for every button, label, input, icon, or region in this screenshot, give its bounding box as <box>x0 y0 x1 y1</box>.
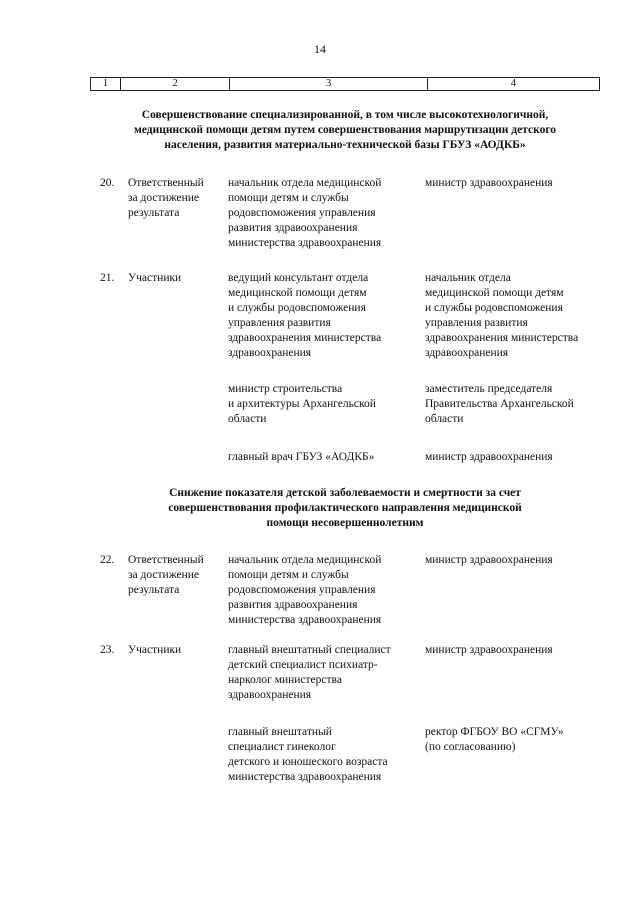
approver-cell: министр здравоохранения <box>425 644 553 656</box>
approver-cell: начальник отдела медицинской помощи детям и службы родовспоможения управления развития здравоохранения министерства здравоохранения <box>425 272 579 359</box>
column-header-4: 4 <box>510 78 516 89</box>
approver-cell: заместитель председателя Правительства Архангельской области <box>425 383 574 425</box>
row-number: 22. <box>100 554 115 566</box>
section-title-1: Совершенствование специализированной, в том числе высокотехнологичной, медицинской помощи детям путем совершенствования маршрутизации детского населения, развития материально-технической базы ГБУЗ «АОДКБ» <box>133 109 557 151</box>
section-title-2: Снижение показателя детской заболеваемости и смертности за счет совершенствования профилактического направления медицинской помощи несовершеннолетним <box>168 487 522 529</box>
responsible-cell: ведущий консультант отдела медицинской помощи детям и службы родовспоможения управления развития здравоохранения министерства здравоохранения <box>228 272 382 359</box>
responsible-cell: начальник отдела медицинской помощи детям и службы родовспоможения управления развития здравоохранения министерства здравоохранения <box>228 554 382 626</box>
role-cell: Ответственный за достижение результата <box>128 177 204 219</box>
approver-cell: министр здравоохранения <box>425 554 553 566</box>
approver-cell: министр здравоохранения <box>425 451 553 463</box>
responsible-cell: главный врач ГБУЗ «АОДКБ» <box>228 451 375 463</box>
role-cell: Участники <box>128 644 182 656</box>
row-number: 21. <box>100 272 115 284</box>
role-cell: Ответственный за достижение результата <box>128 554 204 596</box>
column-header-1: 1 <box>91 78 121 90</box>
page-number: 14 <box>314 42 326 56</box>
column-header-3: 3 <box>230 78 427 90</box>
column-header-2: 2 <box>121 78 231 90</box>
responsible-cell: главный внештатный специалист гинеколог детского и юношеского возраста министерства здравоохранения <box>228 726 388 783</box>
responsible-cell: начальник отдела медицинской помощи детям и службы родовспоможения управления развития здравоохранения министерства здравоохранения <box>228 177 382 249</box>
column-header-row <box>90 77 600 91</box>
responsible-cell: главный внештатный специалист детский специалист психиатр- нарколог министерства здравоохранения <box>228 644 391 701</box>
row-number: 23. <box>100 644 115 656</box>
role-cell: Участники <box>128 272 182 284</box>
responsible-cell: министр строительства и архитектуры Архангельской области <box>228 383 376 425</box>
approver-cell: министр здравоохранения <box>425 177 553 189</box>
approver-cell: ректор ФГБОУ ВО «СГМУ» (по согласованию) <box>425 726 564 753</box>
row-number: 20. <box>100 177 115 189</box>
